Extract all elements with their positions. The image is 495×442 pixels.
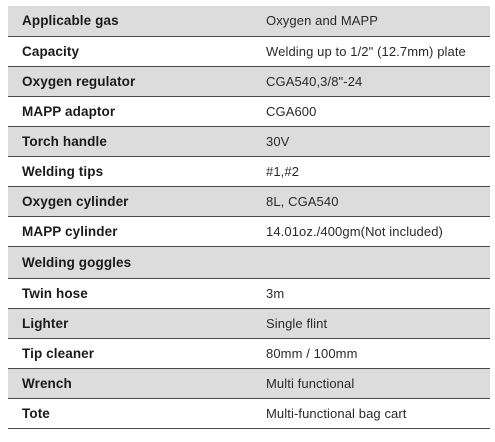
table-row: [8, 6, 490, 36]
spec-label: MAPP cylinder: [8, 216, 255, 246]
spec-value: 30V: [255, 126, 490, 156]
table-row: [8, 36, 490, 66]
spec-value: Multi functional: [255, 368, 490, 398]
spec-label: Oxygen cylinder: [8, 186, 255, 216]
spec-label: Welding tips: [8, 156, 255, 186]
spec-label: Tote: [8, 398, 255, 428]
table-row: [8, 216, 490, 246]
spec-value: Single flint: [255, 308, 490, 338]
spec-label: Torch handle: [8, 126, 255, 156]
table-row: [8, 398, 490, 428]
table-row: [8, 278, 490, 308]
table-row: [8, 338, 490, 368]
spec-label: Applicable gas: [8, 6, 255, 36]
spec-label: Tip cleaner: [8, 338, 255, 368]
spec-value: 80mm / 100mm: [255, 338, 490, 368]
spec-value: Multi-functional bag cart: [255, 398, 490, 428]
spec-value: CGA540,3/8"-24: [255, 66, 490, 96]
spec-label: Capacity: [8, 36, 255, 66]
table-row: [8, 308, 490, 338]
spec-value: #1,#2: [255, 156, 490, 186]
spec-label: Oxygen regulator: [8, 66, 255, 96]
table-row: [8, 126, 490, 156]
specifications-table: [8, 6, 490, 429]
spec-value: Welding up to 1/2" (12.7mm) plate: [255, 36, 490, 66]
table-row: [8, 96, 490, 126]
spec-label: MAPP adaptor: [8, 96, 255, 126]
spec-value: 8L, CGA540: [255, 186, 490, 216]
spec-value: CGA600: [255, 96, 490, 126]
table-row: [8, 246, 490, 278]
table-row: [8, 66, 490, 96]
spec-label: Welding goggles: [8, 246, 255, 278]
spec-value: 3m: [255, 278, 490, 308]
table-row: [8, 156, 490, 186]
spec-value: Oxygen and MAPP: [255, 6, 490, 36]
table-row: [8, 368, 490, 398]
spec-value: 14.01oz./400gm(Not included): [255, 216, 490, 246]
spec-label: Twin hose: [8, 278, 255, 308]
spec-label: Wrench: [8, 368, 255, 398]
spec-label: Lighter: [8, 308, 255, 338]
spec-value: [255, 246, 490, 278]
table-row: [8, 186, 490, 216]
